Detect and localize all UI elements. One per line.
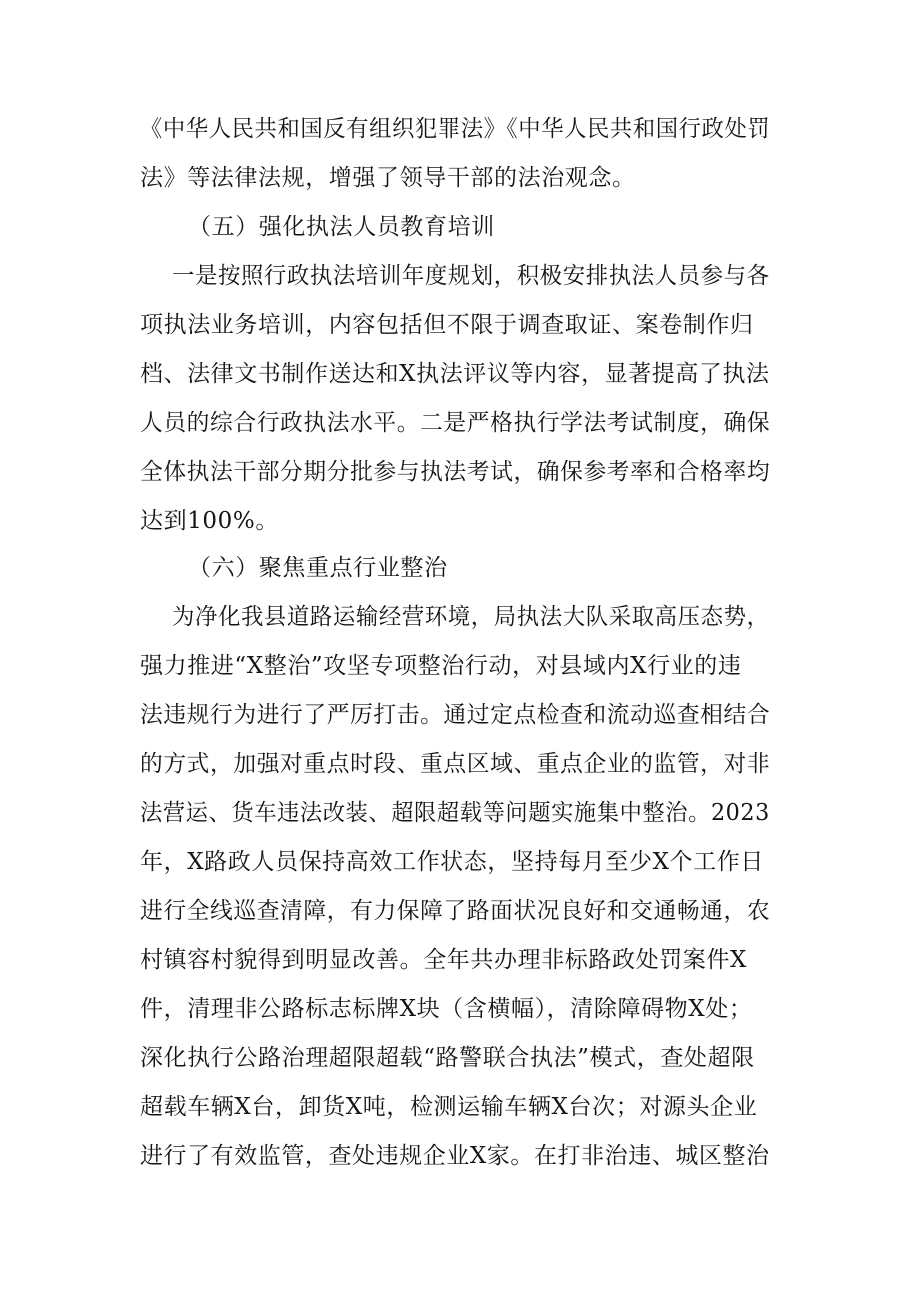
text-line: 超载车辆X台，卸货X吨，检测运输车辆X台次；对源头企业 <box>140 1094 758 1120</box>
text-line: 法营运、货车违法改装、超限超载等问题实施集中整治。2023 <box>140 800 770 826</box>
text-line: 人员的综合行政执法水平。二是严格执行学法考试制度，确保 <box>140 410 771 436</box>
text-line: 法违规行为进行了严厉打击。通过定点检查和流动巡查相结合 <box>140 702 771 728</box>
text-line: 一是按照行政执法培训年度规划，积极安排执法人员参与各 <box>172 263 770 289</box>
text-line: 进行了有效监管，查处违规企业X家。在打非治违、城区整治 <box>140 1143 770 1169</box>
text-line: 年，X路政人员保持高效工作状态，坚持每月至少X个工作日 <box>140 849 764 875</box>
section-heading: （六）聚焦重点行业整治 <box>188 555 448 581</box>
text-line: 达到100%。 <box>140 508 279 534</box>
text-line: 《中华人民共和国反有组织犯罪法》《中华人民共和国行政处罚 <box>140 116 771 142</box>
text-line: 进行全线巡查清障，有力保障了路面状况良好和交通畅通，农 <box>140 898 771 924</box>
text-line: 项执法业务培训，内容包括但不限于调查取证、案卷制作归 <box>140 312 754 338</box>
text-line: 的方式，加强对重点时段、重点区域、重点企业的监管，对非 <box>140 751 771 777</box>
text-line: 村镇容村貌得到明显改善。全年共办理非标路政处罚案件X <box>140 947 747 973</box>
text-line: 为净化我县道路运输经营环境，局执法大队采取高压态势， <box>172 604 770 630</box>
text-line: 全体执法干部分期分批参与执法考试，确保参考率和合格率均 <box>140 459 771 485</box>
text-line: 深化执行公路治理超限超载“路警联合执法”模式，查处超限 <box>140 1045 755 1071</box>
text-line: 档、法律文书制作送达和X执法评议等内容，显著提高了执法 <box>140 361 770 387</box>
text-line: 件，清理非公路标志标牌X块（含横幅），清除障碍物X处； <box>140 996 753 1022</box>
text-line: 强力推进“X整治”攻坚专项整治行动，对县域内X行业的违 <box>140 653 742 679</box>
section-heading: （五）强化执法人员教育培训 <box>188 214 495 240</box>
text-line: 法》等法律法规，增强了领导干部的法治观念。 <box>140 165 636 191</box>
